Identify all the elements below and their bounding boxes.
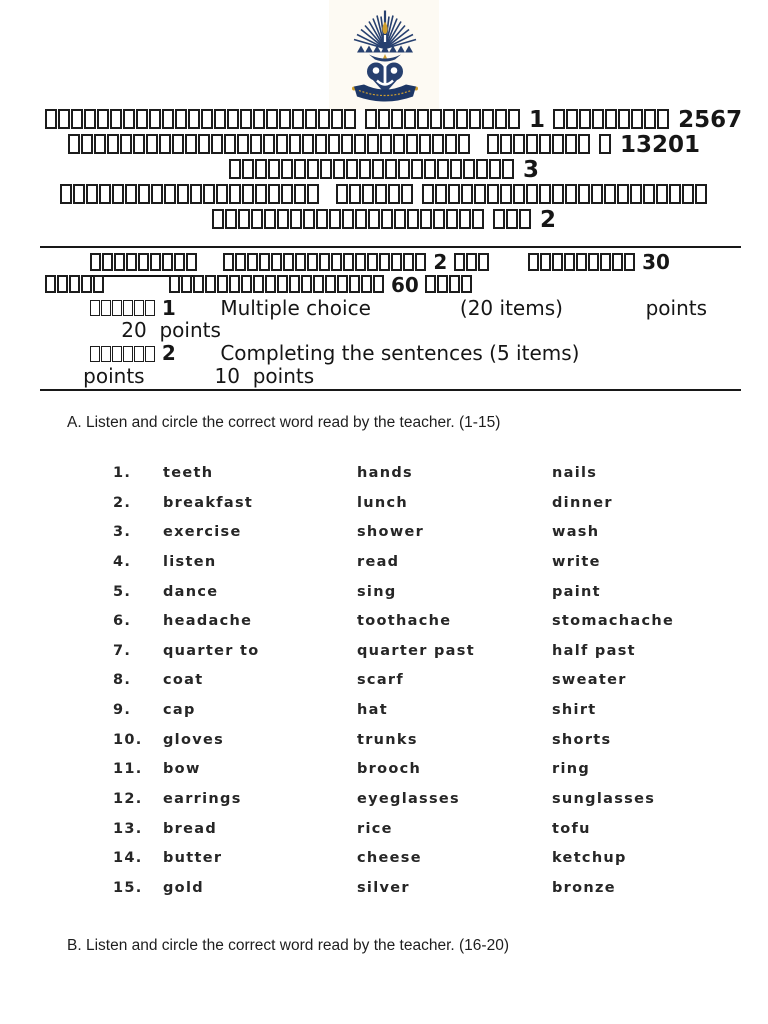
text-run: 2567 (678, 107, 743, 133)
word-option-3: ketchup (552, 850, 627, 867)
word-option-2: shower (357, 524, 425, 541)
word-row (113, 548, 723, 578)
item-number: 12. (113, 791, 143, 808)
exam-title-thai (45, 107, 743, 233)
word-option-2: brooch (357, 761, 422, 778)
instruction-row (45, 297, 745, 320)
text-run: 60 (390, 272, 419, 297)
text-run: 13201 (620, 132, 701, 158)
word-option-3: shirt (552, 702, 597, 719)
text-run: Completing the sentences (5 items) (220, 341, 580, 366)
missing-glyph-run (454, 250, 490, 274)
missing-glyph-run (45, 107, 357, 133)
missing-glyph-run (229, 157, 515, 183)
text-run: 2 (540, 207, 557, 233)
item-number: 11. (113, 761, 143, 778)
missing-glyph-run (336, 182, 414, 208)
item-number: 7. (113, 642, 132, 659)
title-line (45, 208, 723, 233)
title-line (45, 133, 723, 158)
word-option-3: shorts (552, 731, 612, 748)
word-row (113, 637, 723, 667)
word-row (113, 666, 723, 696)
word-option-2: eyeglasses (357, 791, 460, 808)
missing-glyph-run (68, 132, 471, 158)
word-option-1: bow (163, 761, 201, 778)
title-line (45, 183, 723, 208)
missing-glyph-run (425, 273, 473, 297)
school-crest-logo (347, 7, 423, 102)
missing-glyph-run (169, 273, 385, 297)
missing-glyph-run (487, 132, 591, 158)
text-run: 2 (433, 250, 448, 274)
missing-glyph-run (553, 107, 670, 133)
word-option-1: exercise (163, 524, 242, 541)
word-option-1: cap (163, 702, 196, 719)
missing-glyph-run (493, 207, 532, 233)
crest-tip-icon (383, 54, 387, 59)
item-number: 5. (113, 583, 132, 600)
word-option-2: scarf (357, 672, 404, 689)
word-option-2: read (357, 553, 400, 570)
word-option-1: coat (163, 672, 204, 689)
divider-line-top (40, 246, 741, 248)
text-run: (20 items) (459, 295, 563, 320)
word-option-3: sweater (552, 672, 627, 689)
instruction-row (45, 342, 745, 365)
missing-glyph-run (90, 296, 156, 320)
word-option-3: nails (552, 465, 598, 481)
title-line (45, 158, 723, 183)
word-option-3: tofu (552, 820, 591, 837)
missing-glyph-run (45, 273, 105, 297)
word-option-1: gold (163, 879, 204, 896)
word-option-1: earrings (163, 791, 242, 808)
instruction-row (45, 251, 745, 274)
word-row (113, 726, 723, 756)
text-run: 1 (161, 295, 176, 320)
word-option-2: lunch (357, 494, 409, 511)
word-option-1: butter (163, 850, 223, 867)
word-option-2: toothache (357, 613, 452, 630)
missing-glyph-run (90, 341, 156, 365)
word-row (113, 578, 723, 608)
word-option-1: teeth (163, 465, 214, 481)
instruction-row (45, 274, 745, 297)
text-run: Multiple choice (220, 295, 371, 320)
missing-glyph-run (599, 132, 612, 158)
missing-glyph-run (528, 250, 636, 274)
text-run: points (645, 295, 708, 320)
word-option-2: hands (357, 465, 413, 481)
word-option-3: stomachache (552, 613, 675, 630)
word-option-3: bronze (552, 879, 616, 896)
word-option-1: headache (163, 613, 253, 630)
word-option-2: hat (357, 702, 388, 719)
text-run: 30 (642, 250, 670, 274)
instruction-row (45, 365, 745, 388)
word-option-3: ring (552, 761, 591, 778)
word-row (113, 696, 723, 726)
title-line (45, 107, 743, 133)
item-number: 9. (113, 702, 132, 719)
item-number: 6. (113, 613, 132, 630)
word-option-1: breakfast (163, 494, 254, 511)
word-option-2: sing (357, 583, 397, 600)
word-option-2: trunks (357, 731, 418, 748)
missing-glyph-run (422, 182, 708, 208)
word-option-2: quarter past (357, 642, 475, 659)
missing-glyph-run (365, 107, 521, 133)
item-number: 10. (113, 731, 143, 748)
item-number: 4. (113, 553, 132, 570)
word-option-3: paint (552, 583, 601, 600)
divider-line-bottom (40, 389, 741, 391)
word-row (113, 785, 723, 815)
text-run: 10 (214, 363, 240, 388)
text-run: points (83, 363, 145, 388)
candle-icon (383, 35, 386, 43)
word-row (113, 874, 723, 904)
section-b-heading: B. Listen and circle the correct word read by the teacher. (16-20) (67, 937, 509, 954)
text-run: 3 (523, 157, 540, 183)
item-number: 14. (113, 850, 143, 867)
word-option-3: wash (552, 524, 600, 541)
section-a-heading: A. Listen and circle the correct word read by the teacher. (1-15) (67, 414, 501, 431)
word-option-1: dance (163, 583, 219, 600)
word-choice-list (113, 459, 723, 904)
exam-instructions (45, 251, 745, 388)
word-option-2: cheese (357, 850, 422, 867)
item-number: 13. (113, 820, 143, 837)
word-row (113, 489, 723, 519)
word-option-3: sunglasses (552, 791, 656, 808)
text-run: 2 (161, 341, 176, 366)
word-row (113, 459, 723, 489)
word-option-2: silver (357, 879, 410, 896)
item-number: 1. (113, 465, 132, 481)
word-option-3: write (552, 553, 601, 570)
word-option-3: half past (552, 642, 636, 659)
word-row (113, 518, 723, 548)
word-option-2: rice (357, 820, 393, 837)
word-option-1: quarter to (163, 642, 260, 659)
text-run: points (159, 318, 221, 343)
word-option-3: dinner (552, 494, 613, 511)
text-run: points (252, 363, 315, 388)
text-run: 20 (121, 318, 147, 343)
instruction-row (45, 319, 745, 342)
word-option-1: listen (163, 553, 217, 570)
word-option-1: bread (163, 820, 218, 837)
missing-glyph-run (60, 182, 320, 208)
item-number: 15. (113, 879, 143, 896)
item-number: 3. (113, 524, 132, 541)
item-number: 8. (113, 672, 132, 689)
word-row (113, 755, 723, 785)
item-number: 2. (113, 494, 132, 511)
word-option-1: gloves (163, 731, 225, 748)
missing-glyph-run (212, 207, 485, 233)
word-row (113, 607, 723, 637)
text-run: 1 (529, 107, 546, 133)
missing-glyph-run (223, 250, 427, 274)
word-row (113, 844, 723, 874)
lotus-band-icon (357, 45, 413, 53)
word-row (113, 815, 723, 845)
